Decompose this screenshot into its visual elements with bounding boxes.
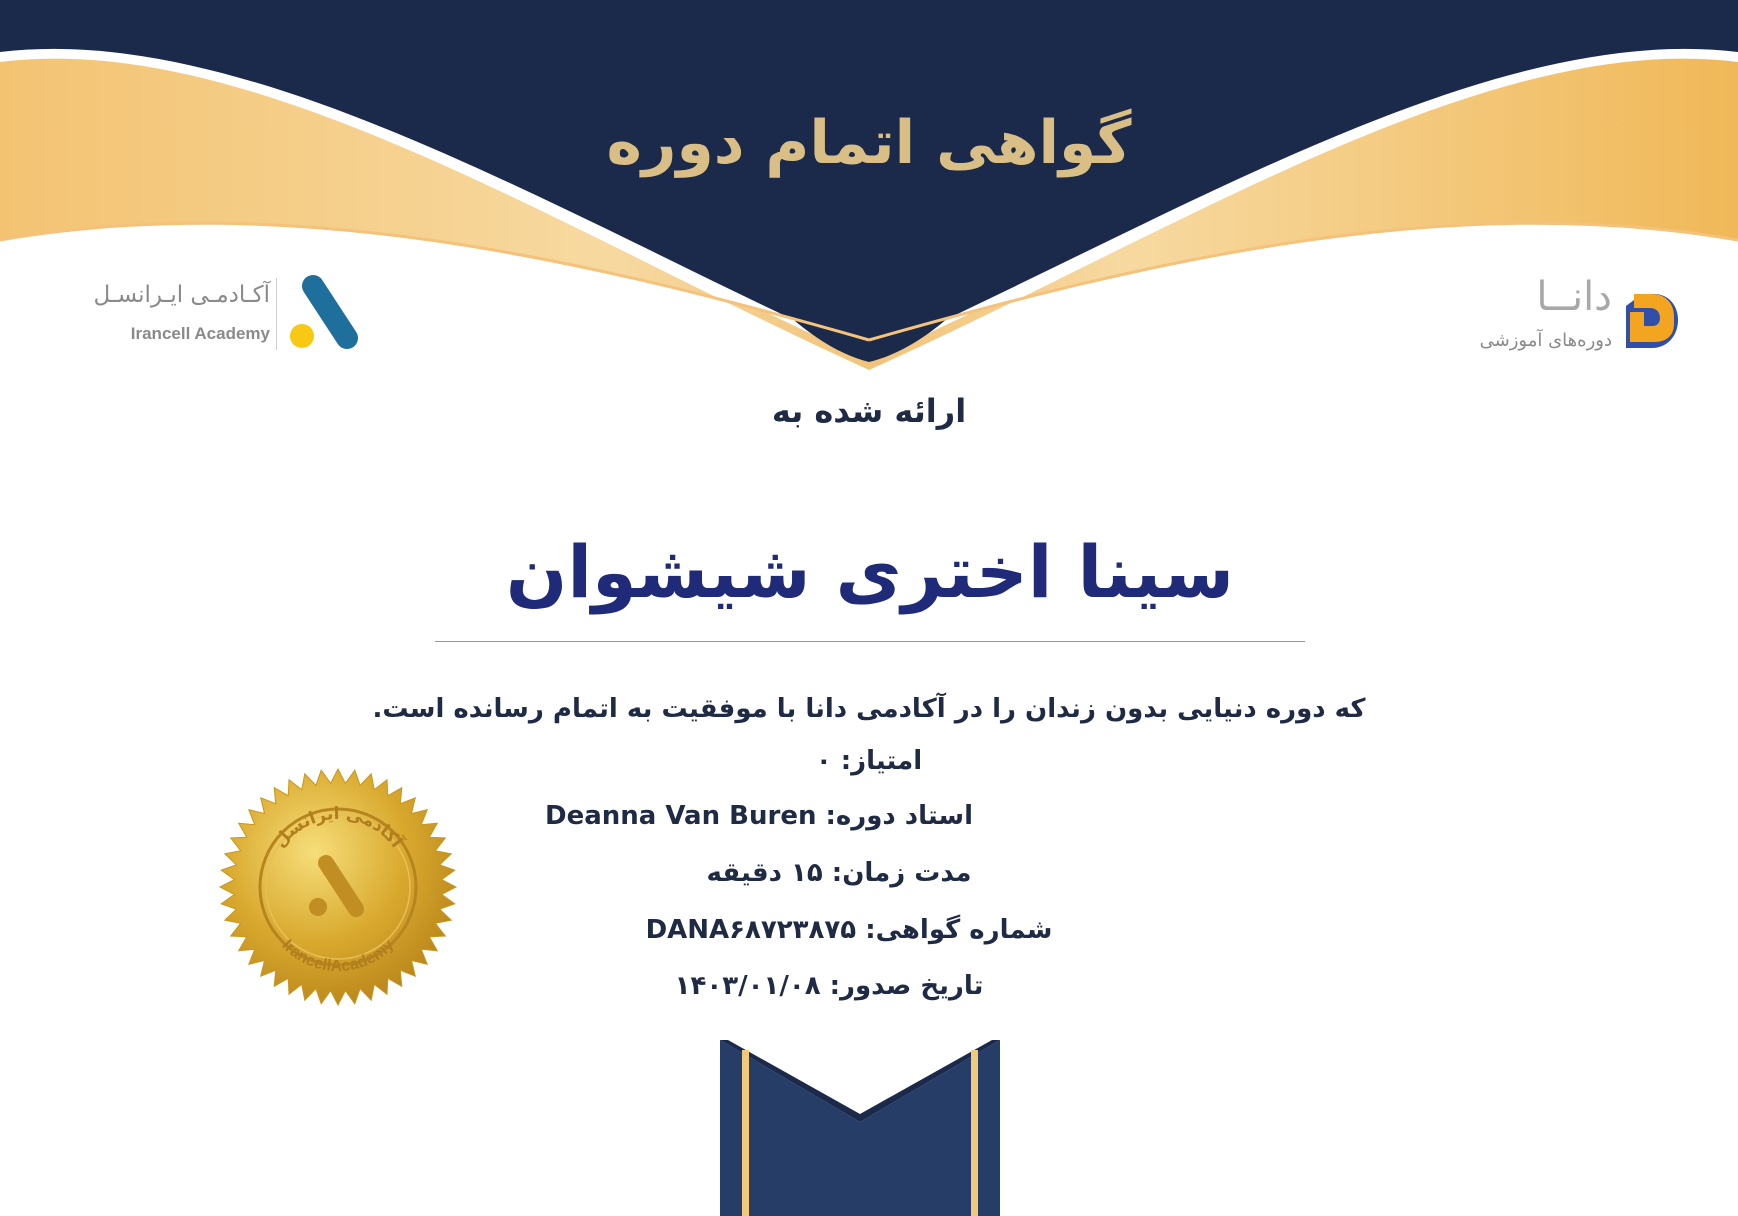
dana-logo-subtitle: دوره‌های آموزشی [1479, 330, 1612, 351]
completion-text: که دوره دنیایی بدون زندان را در آکادمی دانا با موفقیت به اتمام رسانده است. [372, 694, 1366, 724]
ribbon-bookmark [720, 1040, 1000, 1216]
irancell-logo-icon [283, 270, 363, 350]
gold-seal [218, 767, 458, 1007]
logo-divider [276, 278, 277, 350]
certificate-title: گواهی اتمام دوره [606, 108, 1132, 178]
seal-top-text: آکادمی ایرانسل [270, 803, 407, 852]
recipient-name: سینا اختری شیشوان [505, 530, 1235, 614]
seal-bottom-text: IrancellAcademy [278, 936, 398, 976]
issue-date-line: تاریخ صدور: ۱۴۰۳/۰۱/۰۸ [674, 971, 984, 1001]
irancell-logo-persian-text: آکـادمـی ایـرانسـل [93, 282, 270, 308]
presented-to-label: ارائه شده به [771, 392, 967, 430]
dana-logo-icon [1624, 286, 1680, 354]
irancell-academy-logo [93, 270, 370, 370]
name-underline [435, 641, 1305, 642]
duration-line: مدت زمان: ۱۵ دقیقه [706, 858, 972, 888]
dana-logo [1460, 274, 1680, 370]
score-line: امتیاز: ۰ [815, 746, 923, 776]
instructor-line: استاد دوره: Deanna Van Buren [544, 801, 973, 831]
certificate-number-line: شماره گواهی: DANA۶۸۷۲۳۸۷۵ [645, 915, 1053, 945]
irancell-logo-english-text: Irancell Academy [130, 324, 270, 343]
dana-logo-name: دانــا [1536, 274, 1612, 320]
